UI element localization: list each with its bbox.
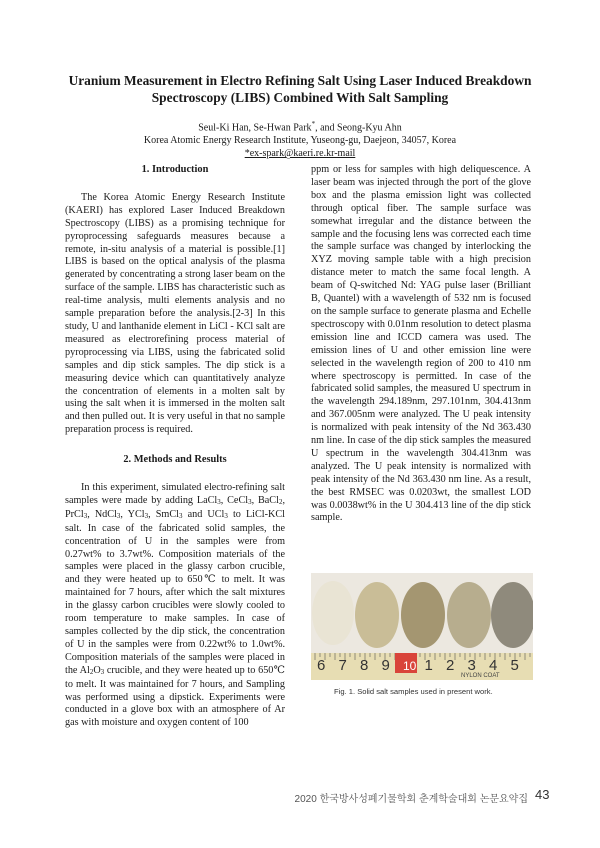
sample-disc: [312, 581, 354, 645]
methods-continued-paragraph: ppm or less for samples with high deliquescence. A laser beam was injected through the port of the glove box and the plasma emission light was collected through optical fiber. The sample surface was somewhat irregular and the distance between the sample and the focusing lens was corrected each time the sample surface was changed by interlocking the XYZ moving sample table with a high precision distance meter to match the same focal length. A beam of Q-switched Nd: YAG pulse laser (Brilliant B, Quantel) with a wavelength of 532 nm is focused on the sample surface to generate plasma and Echelle spectroscopy with 0.01nm resolution to detect plasma emission line and ICCD camera was used. The emission lines of U and other emission line were selected in the wavelength region of 200 to 410 nm where spectroscopy is permitted. In case of the fabricated solid samples, the measured U spectrum in the wavelength 294.189nm, 297.101nm, 304.413nm and 367.005nm were analyzed. The U peak intensity is normalized with peak intensity of the Nd 363.430 nm line. In case of the dip stick samples the measured U spectrum in the wavelength 304.413nm was analyzed. The U peak intensity is normalized with peak intensity of the Nd 363.430 nm line. As a result, the best RMSEC was 0.0203wt, the smallest LOD was 0.0038wt% in the U 304.413 line of the dip stick sample.: [311, 164, 531, 524]
ruler-digit: 1: [424, 657, 433, 674]
sample-disc: [447, 582, 491, 648]
right-column: [311, 164, 531, 525]
ruler-digit: 10: [403, 659, 417, 673]
left-column: [65, 164, 285, 730]
ruler-digit: 6: [317, 657, 326, 674]
intro-heading: 1. Introduction: [141, 164, 209, 175]
sample-disc: [401, 582, 445, 648]
figure-caption: Fig. 1. Solid salt samples used in present work.: [334, 687, 493, 696]
ruler-digit: 8: [360, 657, 369, 674]
paper-title: Uranium Measurement in Electro Refining Salt Using Laser Induced Breakdown Spectroscopy (LIBS) Combined With Salt Sampling: [68, 73, 532, 105]
author-affiliation: Korea Atomic Energy Research Institute, Yuseong-gu, Daejeon, 34057, Korea: [143, 135, 457, 147]
ruler-digit: 2: [446, 657, 455, 674]
author-email: *ex-spark@kaeri.re.kr-mail: [244, 148, 356, 160]
page-number: 43: [535, 787, 550, 802]
author-names: Seul-Ki Han, Se-Hwan Park*, and Seong-Kyu Ahn: [198, 120, 402, 134]
ruler-brand: NYLON COAT: [461, 673, 500, 679]
ruler-digit: 9: [381, 657, 390, 674]
sample-disc: [355, 582, 399, 648]
intro-paragraph: The Korea Atomic Energy Research Institute (KAERI) has explored Laser Induced Breakdown Spectroscopy (LIBS) as a promising technique for pyroprocessing safeguards measures because a remote, in-situ analysis of a material is possible.[1] LIBS is based on the optical analysis of the plasma generated by concentrating a strong laser beam on the surface of the sample. LIBS has characteristic such as real-time analysis, multi elements analysis and no sample preparation before the analysis.[2-3] In this study, U and lanthanide element in LiCl - KCl salt are measured as electrorefining process material of pyroprocessing via LIBS, using the fabricated solid samples and dip stick samples. The dip stick is a measuring device which can quantitatively analyze the concentration of elements in a molten salt by using the salt when it is immersed in the molten salt and then pulled out. It is very useful in that no sample preparation process is required.: [65, 191, 285, 436]
methods-heading: 2. Methods and Results: [123, 454, 227, 466]
ruler-digit: 7: [338, 657, 347, 674]
methods-paragraph: In this experiment, simulated electro-refining salt samples were made by adding LaCl$_3$, CeCl$_3$, BaCl$_2$, PrCl$_3$, NdCl$_3$, YCl$_3$, SmCl$_3$ and UCl$_3$ to LiCl-KCl salt. In case of the fabricated solid samples, the concentration of U in the samples were from 0.27wt% to 3.7wt%. Composition materials of the samples were placed in the glassy carbon crucible, and they were heated up to 650℃ to melt. It was maintained for 7 hours, after which the salt mixtures in the glassy carbon crucibles were slowly cooled to room temperature to make samples. In case of samples collected by the dip stick, the concentration of U in the samples were from 0.22wt% to 1.0wt%. Composition materials of the samples were placed in the $Al_2O_3$ crucible, and they were heated up to 650℃ to melt. It was maintained for 7 hours, and Sampling was performed using a dipstick. Experiments were conducted in a glove box with an atmosphere of Ar gas with moisture and oxygen content of 100: [65, 482, 286, 729]
figure-salt-samples: [311, 573, 533, 680]
figure-image: [311, 573, 533, 680]
sample-disc: [491, 582, 533, 648]
footer-conference: 2020 한국방사성폐기물학회 춘계학술대회 논문요약집: [294, 794, 528, 805]
ruler-digit: 3: [467, 657, 476, 674]
ruler-digit: 4: [489, 657, 498, 674]
ruler-digit: 5: [510, 657, 519, 674]
author-block: [40, 118, 560, 160]
